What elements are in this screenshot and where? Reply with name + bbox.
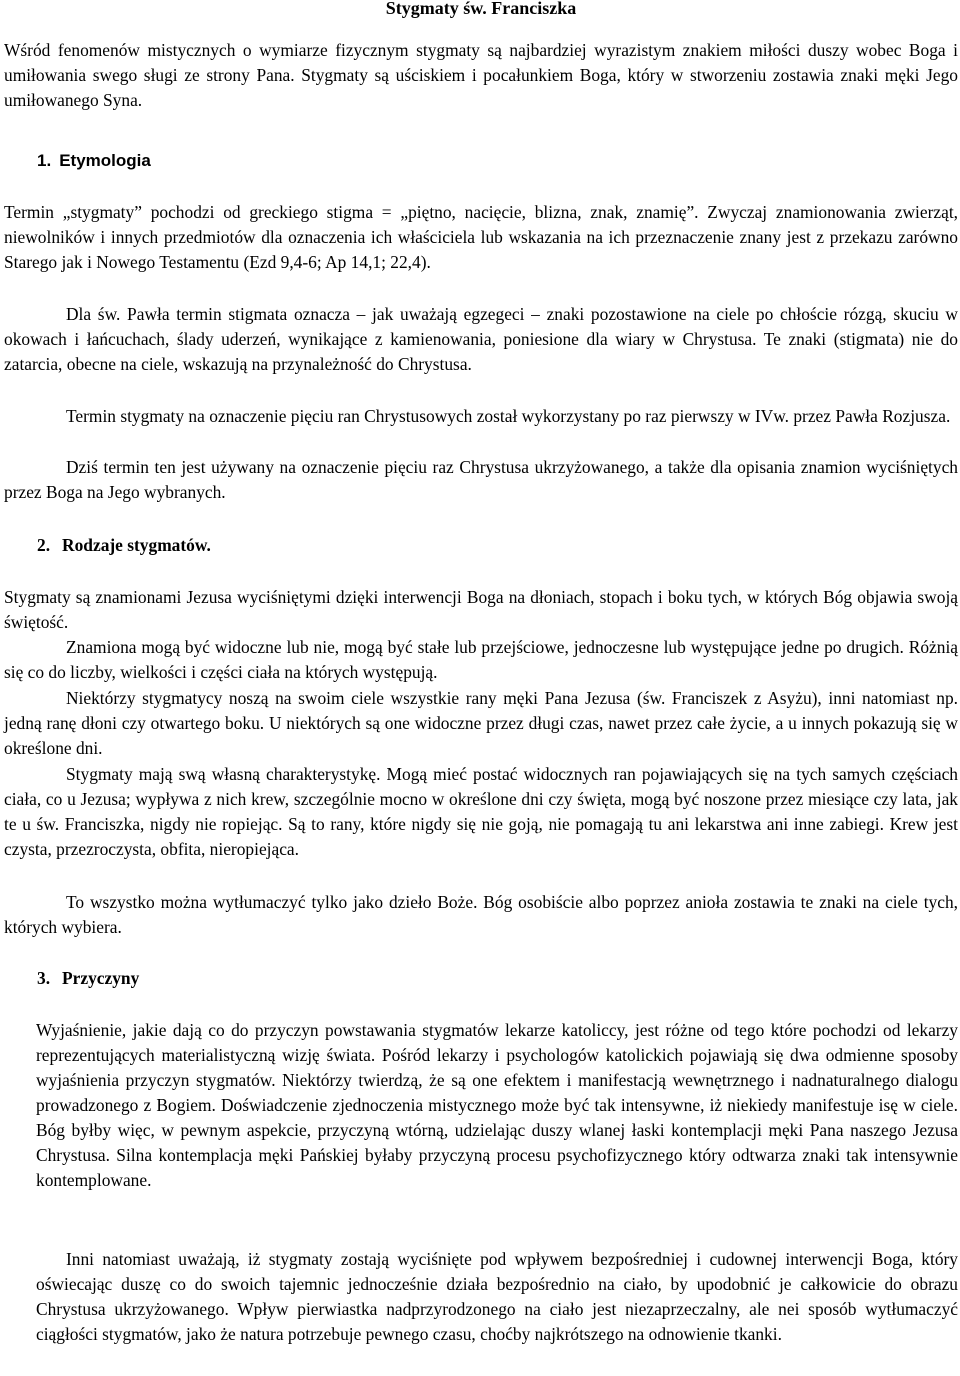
section-number: 1. bbox=[37, 151, 52, 170]
paragraph-divine-work: To wszystko można wytłumaczyć tylko jako dzieło Boże. Bóg osobiście albo poprzez anioła zostawia te znaki na ciele tych, których wybiera. bbox=[4, 892, 958, 937]
section-title: Przyczyny bbox=[62, 968, 140, 988]
section-heading-przyczyny bbox=[4, 966, 958, 991]
paragraph-characteristics: Stygmaty mają swą własną charakterystykę. Mogą mieć postać widocznych ran pojawiających się na tych samych częściach ciała, co u Jezusa; wypływa z nich krew, szczególnie mocno w określone dni czy święta, mogą być noszone przez miesiące czy lata, jak te u św. Franciszka, nigdy nie ropiejąc. Są to rany, które nigdy się nie goją, nie pomagają tu ani lekarstwa ani inne zabiegi. Krew jest czysta, przezroczysta, obfita, nieropiejąca. bbox=[4, 764, 958, 859]
paragraph-stigmata-definition: Stygmaty są znamionami Jezusa wyciśniętymi dzięki interwencji Boga na dłoniach, stopach i boku tych, w których Bóg objawia swoją świętość. bbox=[4, 587, 958, 632]
section-heading-rodzaje bbox=[4, 533, 958, 558]
section-number: 2. bbox=[37, 535, 51, 555]
section-heading-etymologia bbox=[4, 148, 958, 173]
paragraph-paul-stigmata: Dla św. Pawła termin stigmata oznacza – jak uważają egzegeci – znaki pozostawione na ciele po chłoście rózgą, skuciu w okowach i łańcuchach, ślady uderzeń, wynikające z kamienowania, poniesione dla wiary w Chrystusa. Te znaki (stigmata) nie do zatarcia, obecne na ciele, wskazują na przynależność do Chrystusa. bbox=[4, 304, 958, 374]
section-title: Etymologia bbox=[59, 151, 151, 170]
intro-paragraph: Wśród fenomenów mistycznych o wymiarze fizycznym stygmaty są najbardziej wyrazistym znakiem miłości duszy wobec Boga i umiłowania swego sługi ze strony Pana. Stygmaty są uściskiem i pocałunkiem Boga, który w stworzeniu zostawia znaki męki Jego umiłowanego Syna. bbox=[4, 40, 958, 110]
section-number: 3. bbox=[37, 968, 51, 988]
paragraph-catholic-doctors: Wyjaśnienie, jakie dają co do przyczyn powstawania stygmatów lekarze katoliccy, jest różne od tego które pochodzi od lekarzy reprezentujących materialistyczną wizję świata. Pośród lekarzy i psychologów katolickich pojawiają się dwa odmienne sposoby wyjaśnienia przyczyn stygmatów. Niektórzy twierdzą, że są one efektem i manifestacją wewnętrznego i nadnaturalnego dialogu prowadzonego z Bogiem. Doświadczenie zjednoczenia mistycznego może być tak intensywne, iż niekiedy manifestuje isę w ciele. Bóg byłby więc, w pewnym aspekcie, przyczyną wtórną, udzielając duszy wlanej łaski kontemplacji męki Pana naszego Jezusa Chrystusa. Silna kontemplacja męki Pańskiej byłaby przyczyną procesu psychofizycznego który odtwarza znaki tak intensywnie kontemplowane. bbox=[36, 1020, 958, 1190]
paragraph-visibility: Znamiona mogą być widoczne lub nie, mogą być stałe lub przejściowe, jednoczesne lub występujące jedne po drugich. Różnią się co do liczby, wielkości i części ciała na których występują. bbox=[4, 637, 958, 682]
paragraph-modern-usage: Dziś termin ten jest używany na oznaczenie pięciu raz Chrystusa ukrzyżowanego, a także dla opisania znamion wyciśniętych przez Boga na Jego wybranych. bbox=[4, 457, 958, 502]
paragraph-direct-intervention: Inni natomiast uważają, iż stygmaty zostają wyciśnięte pod wpływem bezpośredniej i cudownej interwencji Boga, który oświecając duszę co do swoich tajemnic jednocześnie działa bezpośrednio na ciało, by upodobnić je całkowicie do obrazu Chrystusa ukrzyżowanego. Wpływ pierwiastka nadprzyrodzonego na ciało jest niezaprzeczalny, ale nei sposób wytłumaczyć ciągłości stygmatów, jako że natura potrzebuje pewnego czasu, choćby najkrótszego na odnowienie tkanki. bbox=[36, 1249, 958, 1344]
paragraph-stigmatics-examples: Niektórzy stygmatycy noszą na swoim ciele wszystkie rany męki Pana Jezusa (św. Franciszek z Asyżu), inni natomiast np. jedną ranę dłoni czy otwartego boku. U niektórych są one widoczne przez długi czas, nawet przez całe życie, a u innych pokazują się w określone dni. bbox=[4, 688, 958, 758]
section-title: Rodzaje stygmatów. bbox=[62, 535, 211, 555]
paragraph-first-usage: Termin stygmaty na oznaczenie pięciu ran Chrystusowych został wykorzystany po raz pierwszy w IVw. przez Pawła Rozjusza. bbox=[66, 406, 951, 426]
document-title: Stygmaty św. Franciszka bbox=[385, 0, 577, 18]
paragraph-etymology-definition: Termin „stygmaty” pochodzi od greckiego stigma = „piętno, nacięcie, blizna, znak, znamię”. Zwyczaj znamionowania zwierząt, niewolników i innych przedmiotów dla oznaczenia ich właściciela lub wskazania na ich przeznaczenie znany jest z przekazu zarówno Starego jak i Nowego Testamentu (Ezd 9,4-6; Ap 14,1; 22,4). bbox=[4, 202, 958, 272]
